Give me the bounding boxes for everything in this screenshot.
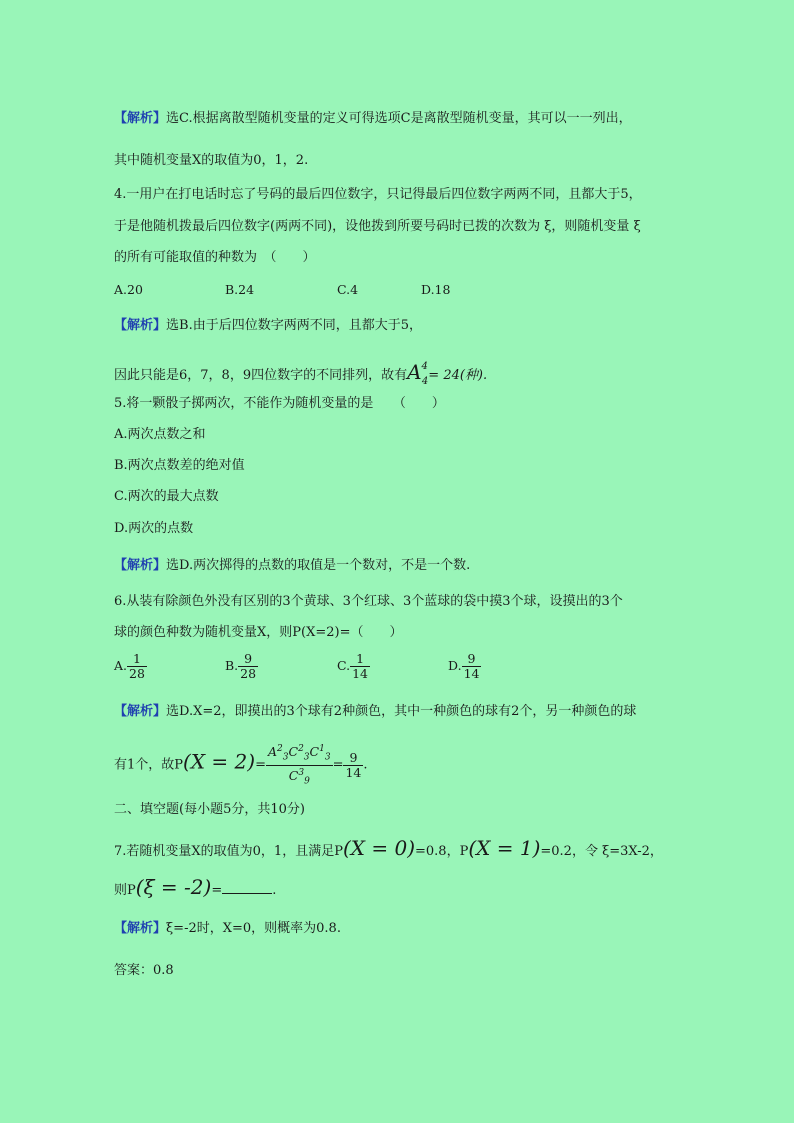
q5-stem: 5.将一颗骰子掷两次，不能作为随机变量的是 （ ） — [114, 396, 445, 411]
q5-option-b: B.两次点数差的绝对值 — [114, 458, 245, 473]
q6-analysis-line2: 有1个，故P(X = 2)= $\frac{A^2_3C^2_3C^1_3}{C^3_9}$ = $\frac{9}{14}$ . — [114, 744, 368, 787]
q4-analysis-line2: 因此只能是6，7，8，9四位数字的不同排列，故有$A^4_4= 24$(种). — [114, 360, 488, 387]
q6-analysis-line1: 【解析】选D.X=2，即摸出的3个球有2种颜色，其中一种颜色的球有2个，另一种颜色的球 — [114, 704, 637, 719]
analysis-prev-line2: 其中随机变量X的取值为0，1，2. — [114, 153, 309, 168]
q4-option-c: C.4 — [337, 282, 359, 297]
section-title-fill-blank: 二、填空题(每小题5分，共10分) — [114, 802, 305, 817]
q4-option-b: B.24 — [225, 282, 255, 297]
q7-answer: 答案：0.8 — [114, 963, 174, 978]
permutation-formula: $A^4_4$ — [407, 360, 429, 387]
q6-option-b: B. $\frac{9}{28}$ — [225, 651, 257, 681]
q5-analysis: 【解析】选D.两次掷得的点数的取值是一个数对，不是一个数. — [114, 558, 471, 573]
q4-line3: 的所有可能取值的种数为 （ ） — [114, 250, 316, 265]
q7-analysis: 【解析】ξ=-2时，X=0，则概率为0.8. — [114, 921, 341, 936]
q5-option-a: A.两次点数之和 — [114, 427, 206, 442]
answer-blank — [222, 881, 272, 894]
q6-option-c: C. $\frac{1}{14}$ — [337, 651, 368, 681]
q6-option-a: A. $\frac{1}{28}$ — [114, 651, 145, 681]
analysis-tag: 【解析】 — [114, 111, 167, 126]
combination-fraction: $\frac{A^2_3C^2_3C^1_3}{C^3_9}$ — [267, 744, 331, 787]
q5-option-c: C.两次的最大点数 — [114, 489, 219, 504]
q6-line1: 6.从装有除颜色外没有区别的3个黄球、3个红球、3个蓝球的袋中摸3个球，设摸出的3个 — [114, 594, 623, 609]
q6-line2: 球的颜色种数为随机变量X，则P(X=2)=（ ） — [114, 625, 403, 640]
q4-option-d: D.18 — [421, 282, 451, 297]
q4-option-a: A.20 — [114, 282, 143, 297]
result-fraction: $\frac{9}{14}$ — [345, 749, 362, 780]
q5-option-d: D.两次的点数 — [114, 521, 194, 536]
q4-analysis-line1: 【解析】选B.由于后四位数字两两不同，且都大于5， — [114, 318, 422, 333]
analysis-prev-line1: 【解析】选C.根据离散型随机变量的定义可得选项C是离散型随机变量，其可以一一列出， — [114, 111, 632, 126]
q6-option-d: D. $\frac{9}{14}$ — [448, 651, 480, 681]
q7-line2: 则P(ξ = -2)= . — [114, 875, 277, 899]
q4-line1: 4.一用户在打电话时忘了号码的最后四位数字，只记得最后四位数字两两不同，且都大于5， — [114, 187, 642, 202]
q4-line2: 于是他随机拨最后四位数字(两两不同)，设他拨到所要号码时已拨的次数为 ξ，则随机变量 ξ — [114, 219, 641, 234]
q7-line1: 7.若随机变量X的取值为0，1，且满足P(X = 0)=0.8，P(X = 1)=0.2，令 ξ=3X-2， — [114, 836, 663, 860]
